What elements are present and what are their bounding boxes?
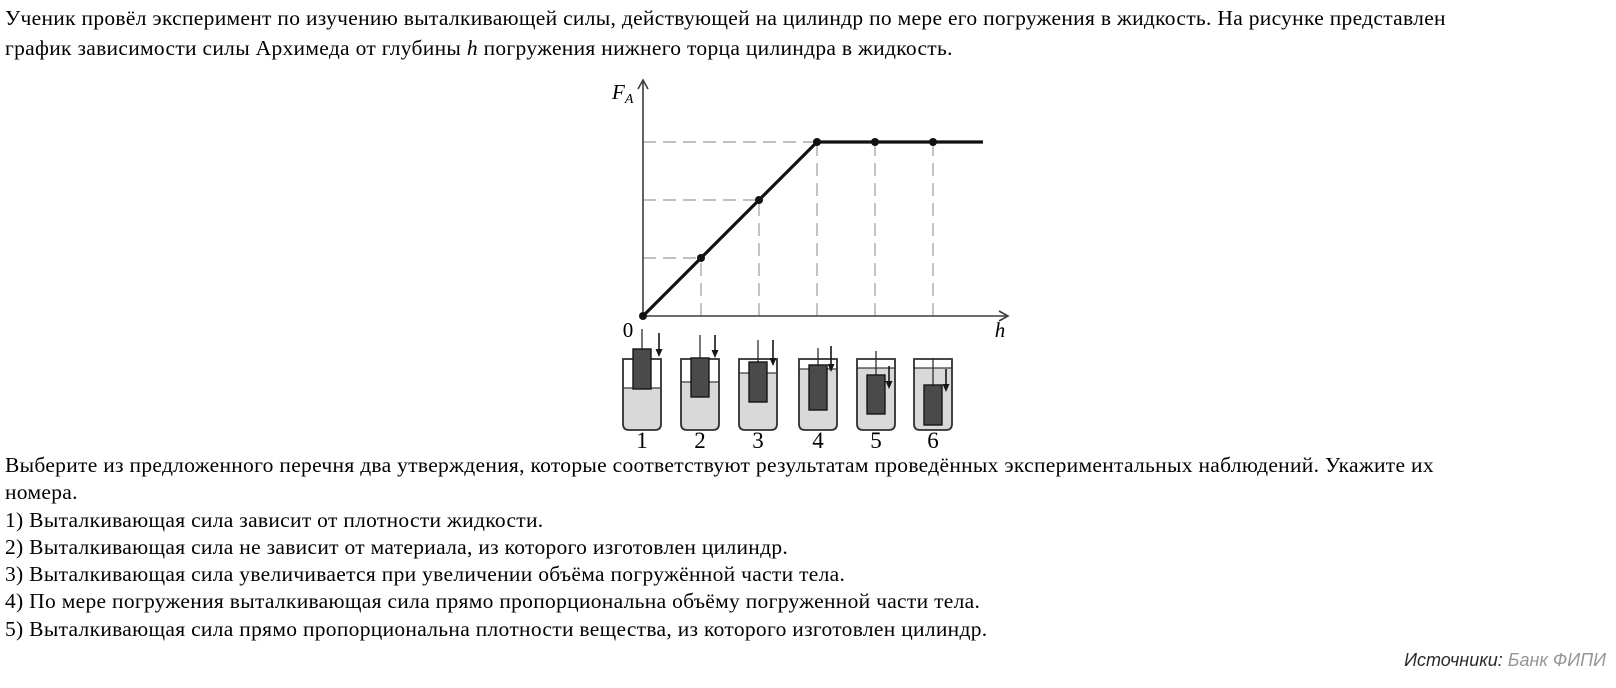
option-2: 2) Выталкивающая сила не зависит от материала, из которого изготовлен цилиндр. [5,534,789,559]
vessel-number: 1 [636,428,648,453]
fa-curve [643,142,983,316]
intro-line-2-before: график зависимости силы Архимеда от глубины [5,35,462,60]
origin-label: 0 [622,318,634,342]
option-3: 3) Выталкивающая сила увеличивается при увеличении объёма погружённой части тела. [5,562,846,587]
y-axis-label: FA [612,80,634,107]
intro-line-1: Ученик провёл эксперимент по изучению выталкивающей силы, действующей на цилиндр по мере его погружения в жидкость. На рисунке представлен [5,6,1446,30]
option-1: 1) Выталкивающая сила зависит от плотности жидкости. [5,507,544,532]
intro-line-2 [5,34,1446,64]
x-axis [643,311,1008,321]
archimedes-force-figure [595,75,1025,463]
problem-statement [5,4,1446,63]
vessel-3 [739,340,777,453]
depth-variable-h: h [466,35,478,60]
x-axis-label: h [994,318,1006,342]
sources-label: Источники: [1404,650,1503,670]
question-line-2: номера. [5,480,78,505]
cylinder [924,385,942,425]
question-block [5,452,1434,643]
intro-line-2-after: погружения нижнего торца цилиндра в жидкость. [483,35,953,60]
grid-lines [643,142,933,316]
question-line-1: Выберите из предложенного перечня два утверждения, которые соответствуют результатам проведённых экспериментальных наблюдений. Укажите их [5,453,1434,477]
option-4: 4) По мере погружения выталкивающая сила прямо пропорциональна объёму погруженной части тела. [5,589,981,614]
sources-link-fipi[interactable]: Банк ФИПИ [1507,650,1606,670]
cylinder [633,349,651,389]
vessel-number: 5 [870,428,882,453]
vessel-1 [623,329,663,453]
cylinder [691,358,709,397]
vessel-6 [914,358,952,453]
vessel-number: 2 [694,428,706,453]
data-points [639,138,937,320]
vessel-number: 6 [927,428,939,453]
vessel-number: 4 [812,428,824,453]
vessel-4 [799,346,837,453]
vessel-2 [681,335,719,453]
vessel-number: 3 [752,428,764,453]
option-5: 5) Выталкивающая сила прямо пропорциональна плотности вещества, из которого изготовлен цилиндр. [5,616,988,641]
cylinder [749,362,767,402]
sources-footer [1404,650,1606,671]
y-axis [638,80,648,316]
fa-h-graph-svg [595,75,1025,463]
cylinder [809,365,827,410]
cylinder [867,375,885,414]
vessel-5 [857,351,895,453]
